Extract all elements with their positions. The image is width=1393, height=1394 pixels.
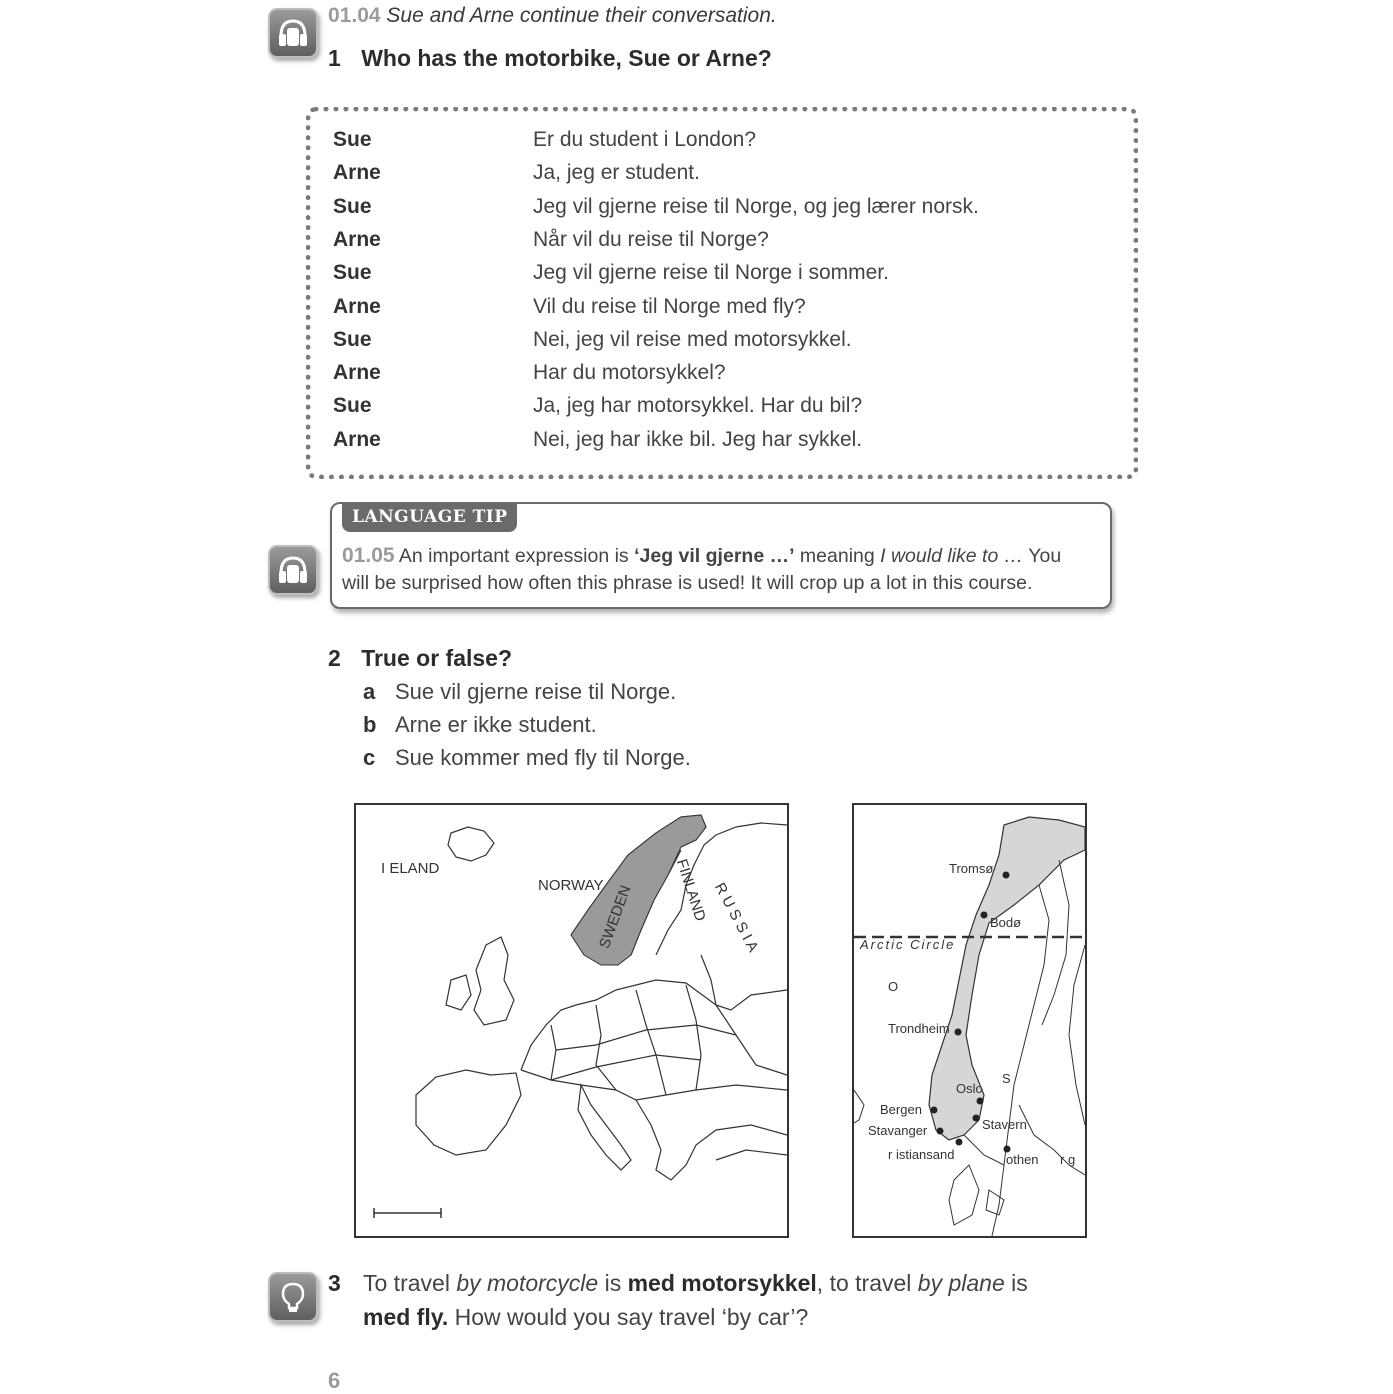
track-number: 01.04 bbox=[328, 4, 381, 27]
tip-track-number: 01.05 bbox=[342, 544, 395, 567]
dialogue-line: Nei, jeg har ikke bil. Jeg har sykkel. bbox=[533, 427, 863, 451]
arctic-circle-label: Arctic Circle bbox=[860, 937, 956, 952]
tip-phrase: ‘Jeg vil gjerne …’ bbox=[634, 545, 795, 567]
city-trondheim: Trondheim bbox=[888, 1021, 950, 1036]
item-text: Sue kommer med fly til Norge. bbox=[395, 745, 691, 770]
true-false-item bbox=[363, 712, 597, 738]
s3-i2: by plane bbox=[917, 1270, 1005, 1296]
tip-text-a: An important expression is bbox=[394, 545, 635, 567]
s3-t1: To travel bbox=[363, 1270, 457, 1296]
section1-heading bbox=[328, 45, 772, 72]
s3-b2: med fly. bbox=[363, 1304, 449, 1330]
city-gothenburg-fragment: r g bbox=[1060, 1152, 1076, 1167]
norway-map bbox=[852, 803, 1087, 1238]
item-letter: a bbox=[363, 679, 376, 704]
map-label-iceland: I ELAND bbox=[381, 860, 440, 877]
true-false-item bbox=[363, 745, 691, 771]
dialogue-speaker: Arne bbox=[333, 427, 381, 451]
city-stavern: Stavern bbox=[982, 1117, 1027, 1132]
tip-meaning: I would like to … bbox=[880, 545, 1024, 567]
dialogue-line: Jeg vil gjerne reise til Norge i sommer. bbox=[533, 261, 889, 285]
city-stavanger: Stavanger bbox=[868, 1123, 928, 1138]
item-text: Sue vil gjerne reise til Norge. bbox=[395, 679, 677, 704]
dialogue-speaker: Arne bbox=[333, 294, 381, 318]
dialogue-speaker: Arne bbox=[333, 161, 381, 185]
section1-intro bbox=[328, 4, 777, 28]
page-number: 6 bbox=[328, 1368, 341, 1393]
map-label-finland: FINLAND bbox=[672, 857, 709, 924]
item-text: Arne er ikke student. bbox=[395, 712, 597, 737]
map-label-sweden: SWEDEN bbox=[596, 883, 635, 951]
lightbulb-icon[interactable] bbox=[268, 1272, 318, 1322]
dialogue-line: Ja, jeg har motorsykkel. Har du bil? bbox=[533, 394, 863, 418]
section2-number: 2 bbox=[328, 645, 341, 671]
dialogue-speaker: Sue bbox=[333, 327, 372, 351]
tip-text-b: meaning bbox=[794, 545, 881, 567]
dialogue-line: Når vil du reise til Norge? bbox=[533, 227, 769, 251]
map-label-russia: R U S S I A bbox=[710, 880, 762, 955]
language-tip-label: LANGUAGE TIP bbox=[342, 502, 517, 532]
item-letter: b bbox=[363, 712, 377, 737]
city-oslo: Oslo bbox=[956, 1081, 983, 1096]
section3-number: 3 bbox=[328, 1270, 341, 1296]
city-tromso: Tromsø bbox=[949, 861, 994, 876]
map-letter-o: O bbox=[888, 979, 899, 994]
dialogue-speaker: Arne bbox=[333, 361, 381, 385]
dialogue-box bbox=[306, 107, 1138, 479]
dialogue-speaker: Sue bbox=[333, 261, 372, 285]
language-tip-text bbox=[342, 542, 1092, 597]
dialogue-line: Nei, jeg vil reise med motorsykkel. bbox=[533, 327, 852, 351]
tip-text-c: You will be surprised how often this phrase is used! It will crop up a lot in this course. bbox=[342, 545, 1062, 594]
city-bodo: Bodø bbox=[990, 915, 1022, 930]
map-label-norway: NORWAY bbox=[538, 877, 604, 894]
dialogue-speaker: Arne bbox=[333, 227, 381, 251]
europe-map bbox=[354, 803, 789, 1238]
item-letter: c bbox=[363, 745, 376, 770]
section1-number: 1 bbox=[328, 45, 341, 71]
language-tip-box bbox=[330, 502, 1112, 609]
headphones-icon[interactable] bbox=[268, 8, 318, 58]
true-false-item bbox=[363, 679, 676, 705]
dialogue-line: Er du student i London? bbox=[533, 128, 757, 151]
dialogue-line: Jeg vil gjerne reise til Norge, og jeg lærer norsk. bbox=[533, 194, 979, 218]
dialogue-speaker: Sue bbox=[333, 128, 372, 151]
city-bergen: Bergen bbox=[880, 1102, 922, 1117]
dialogue-speaker: Sue bbox=[333, 394, 372, 418]
s3-t4: is bbox=[1004, 1270, 1028, 1296]
s3-t5: How would you say travel ‘by car’? bbox=[448, 1304, 809, 1330]
dialogue-line: Ja, jeg er student. bbox=[533, 161, 700, 185]
s3-t2: is bbox=[598, 1270, 628, 1296]
dialogue-line: Har du motorsykkel? bbox=[533, 361, 726, 385]
s3-i1: by motorcycle bbox=[456, 1270, 599, 1296]
section1-question: Who has the motorbike, Sue or Arne? bbox=[361, 45, 772, 71]
map-letter-s: S bbox=[1002, 1071, 1011, 1086]
s3-t3: , to travel bbox=[816, 1270, 918, 1296]
s3-b1: med motorsykkel bbox=[627, 1270, 817, 1296]
headphones-icon[interactable] bbox=[268, 545, 318, 595]
dialogue-line: Vil du reise til Norge med fly? bbox=[533, 294, 806, 318]
dialogue-speaker: Sue bbox=[333, 194, 372, 218]
section1-intro-text: Sue and Arne continue their conversation. bbox=[386, 4, 777, 27]
section3-text bbox=[328, 1266, 1108, 1334]
section2-heading bbox=[328, 645, 512, 672]
city-kristiansand: r istiansand bbox=[888, 1147, 955, 1162]
city-gothenburg: othen bbox=[1006, 1152, 1039, 1167]
section2-question: True or false? bbox=[361, 645, 513, 671]
